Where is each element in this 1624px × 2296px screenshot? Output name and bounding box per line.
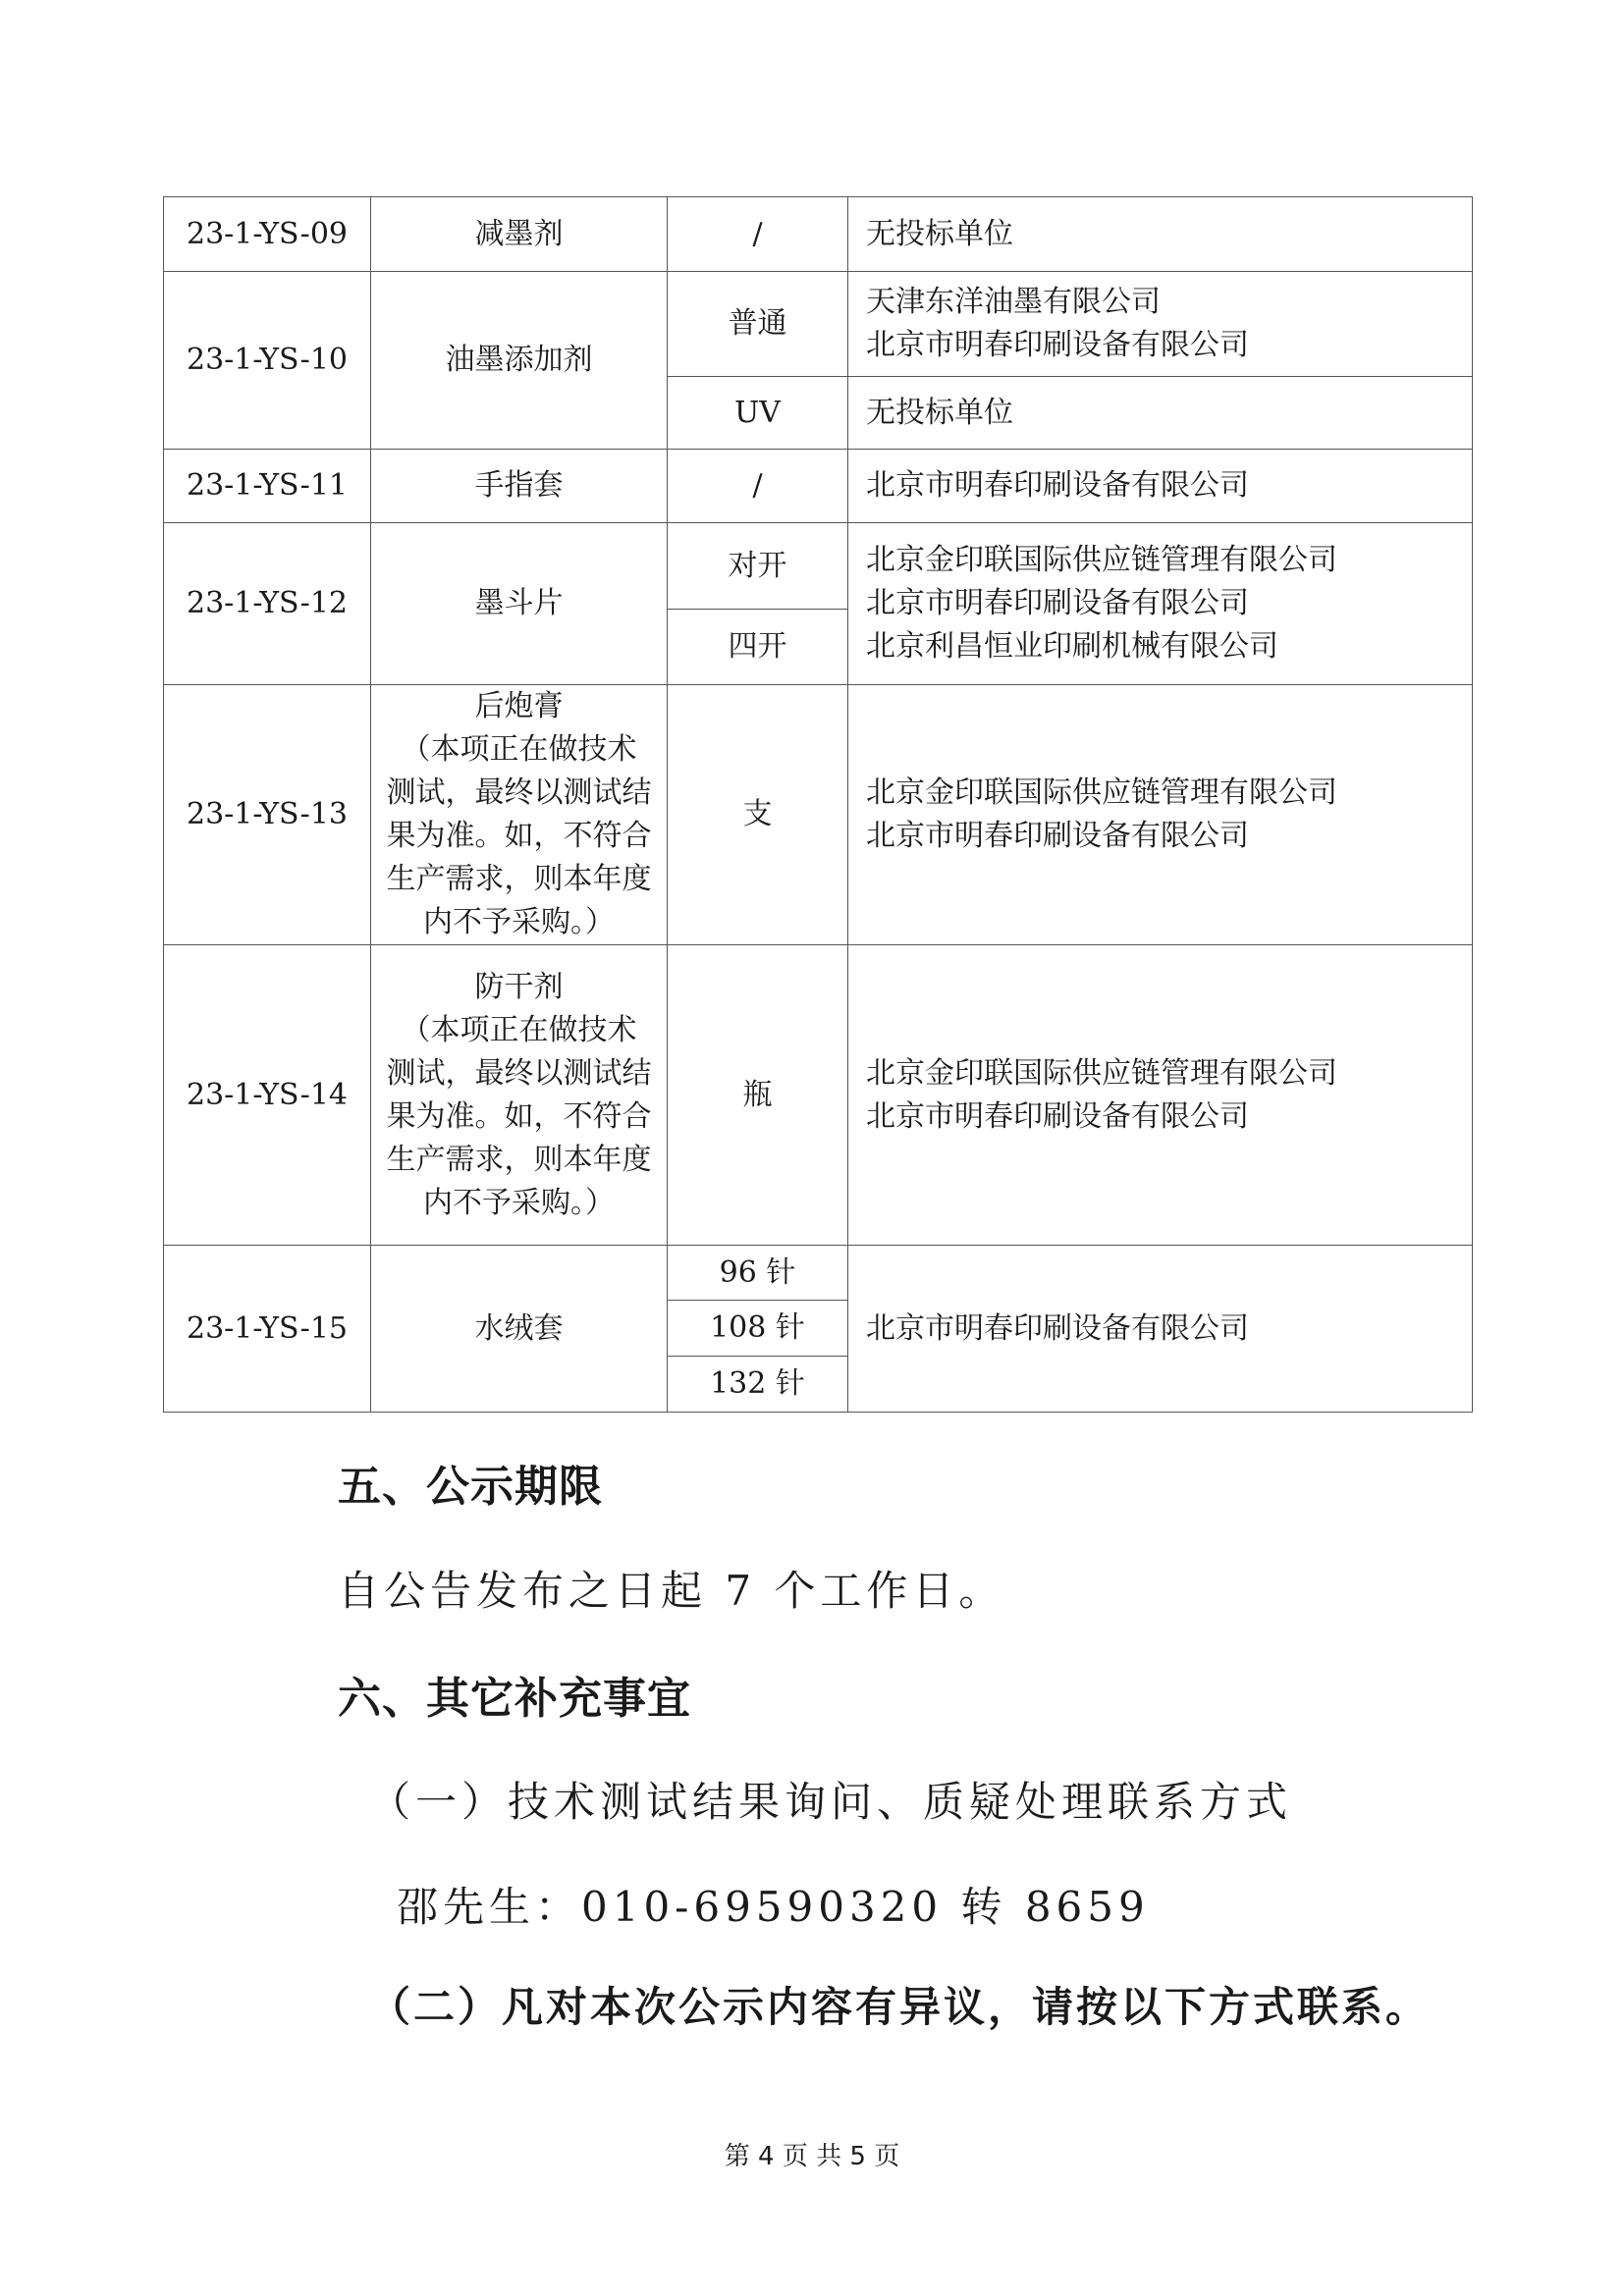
table-row (164, 1246, 1473, 1301)
publicity-period-text: 自公告发布之日起 7 个工作日。 (338, 1567, 1005, 1615)
item-note-line: 生产需求，则本年度 (386, 862, 652, 896)
item-name: 后炮膏 (474, 689, 564, 723)
item-code: 23-1-YS-12 (164, 523, 371, 685)
item-note-line: （本项正在做技术 (401, 732, 637, 767)
subsection-tech-test-contact: （一）技术测试结果询问、质疑处理联系方式 (369, 1778, 1293, 1826)
item-name: 减墨剂 (371, 197, 668, 272)
bidder-name: 北京市明春印刷设备有限公司 (866, 586, 1249, 620)
bidder-list (848, 1246, 1473, 1413)
section-heading-publicity-period: 五、公示期限 (338, 1462, 603, 1512)
bidder-name: 北京市明春印刷设备有限公司 (866, 328, 1249, 362)
bidder-list (848, 377, 1473, 450)
bidder-list (848, 197, 1473, 272)
item-code: 23-1-YS-11 (164, 450, 371, 523)
item-spec: 108 针 (668, 1301, 848, 1357)
item-name-with-note (371, 945, 668, 1246)
item-spec: UV (668, 377, 848, 450)
item-spec: 支 (668, 685, 848, 945)
item-note-line: 果为准。如，不符合 (386, 819, 652, 853)
bidder-list (848, 523, 1473, 685)
bidder-name: 北京市明春印刷设备有限公司 (866, 468, 1249, 503)
item-spec: 对开 (668, 523, 848, 610)
item-spec: 132 针 (668, 1357, 848, 1413)
table-row (164, 945, 1473, 1246)
bidder-list (848, 450, 1473, 523)
item-code: 23-1-YS-13 (164, 685, 371, 945)
table-row (164, 450, 1473, 523)
bidder-name: 北京利昌恒业印刷机械有限公司 (866, 629, 1278, 664)
bidder-name: 北京金印联国际供应链管理有限公司 (866, 1055, 1337, 1091)
item-spec: / (668, 450, 848, 523)
bidder-name: 北京金印联国际供应链管理有限公司 (866, 543, 1337, 577)
bidder-name: 北京市明春印刷设备有限公司 (866, 819, 1249, 853)
bidder-name: 北京市明春印刷设备有限公司 (866, 1310, 1249, 1346)
item-spec: / (668, 197, 848, 272)
item-name: 墨斗片 (371, 523, 668, 685)
table-row (164, 523, 1473, 610)
item-note-line: 内不予采购。） (423, 1185, 615, 1220)
table-row (164, 272, 1473, 377)
item-code: 23-1-YS-09 (164, 197, 371, 272)
section-heading-supplementary: 六、其它补充事宜 (338, 1674, 691, 1724)
bidder-list (848, 945, 1473, 1246)
item-note-line: 测试，最终以测试结 (386, 775, 652, 810)
bid-results-table (163, 196, 1473, 1413)
item-note-line: 内不予采购。） (423, 905, 615, 939)
item-name: 水绒套 (371, 1246, 668, 1413)
item-name: 手指套 (371, 450, 668, 523)
item-name: 防干剂 (474, 969, 564, 1004)
item-code: 23-1-YS-10 (164, 272, 371, 450)
subsection-objection-contact: （二）凡对本次公示内容有异议，请按以下方式联系。 (369, 1983, 1431, 2031)
item-spec: 普通 (668, 272, 848, 377)
item-note-line: 测试，最终以测试结 (386, 1055, 652, 1091)
item-code: 23-1-YS-15 (164, 1246, 371, 1413)
bidder-list (848, 272, 1473, 377)
bidder-name: 无投标单位 (866, 216, 1013, 251)
contact-line: 邵先生：010-69590320 转 8659 (397, 1883, 1150, 1931)
bidder-name: 无投标单位 (866, 395, 1013, 430)
page-footer: 第 4 页 共 5 页 (724, 2142, 900, 2171)
item-code: 23-1-YS-14 (164, 945, 371, 1246)
bidder-list (848, 685, 1473, 945)
item-name-with-note (371, 685, 668, 945)
bidder-name: 北京市明春印刷设备有限公司 (866, 1098, 1249, 1134)
item-note-line: （本项正在做技术 (401, 1012, 637, 1047)
bidder-name: 天津东洋油墨有限公司 (866, 285, 1161, 319)
bidder-name: 北京金印联国际供应链管理有限公司 (866, 775, 1337, 810)
item-spec: 96 针 (668, 1246, 848, 1301)
item-spec: 瓶 (668, 945, 848, 1246)
item-note-line: 果为准。如，不符合 (386, 1098, 652, 1134)
item-spec: 四开 (668, 610, 848, 685)
item-note-line: 生产需求，则本年度 (386, 1142, 652, 1177)
item-name: 油墨添加剂 (371, 272, 668, 450)
table-row (164, 685, 1473, 945)
table-row (164, 197, 1473, 272)
